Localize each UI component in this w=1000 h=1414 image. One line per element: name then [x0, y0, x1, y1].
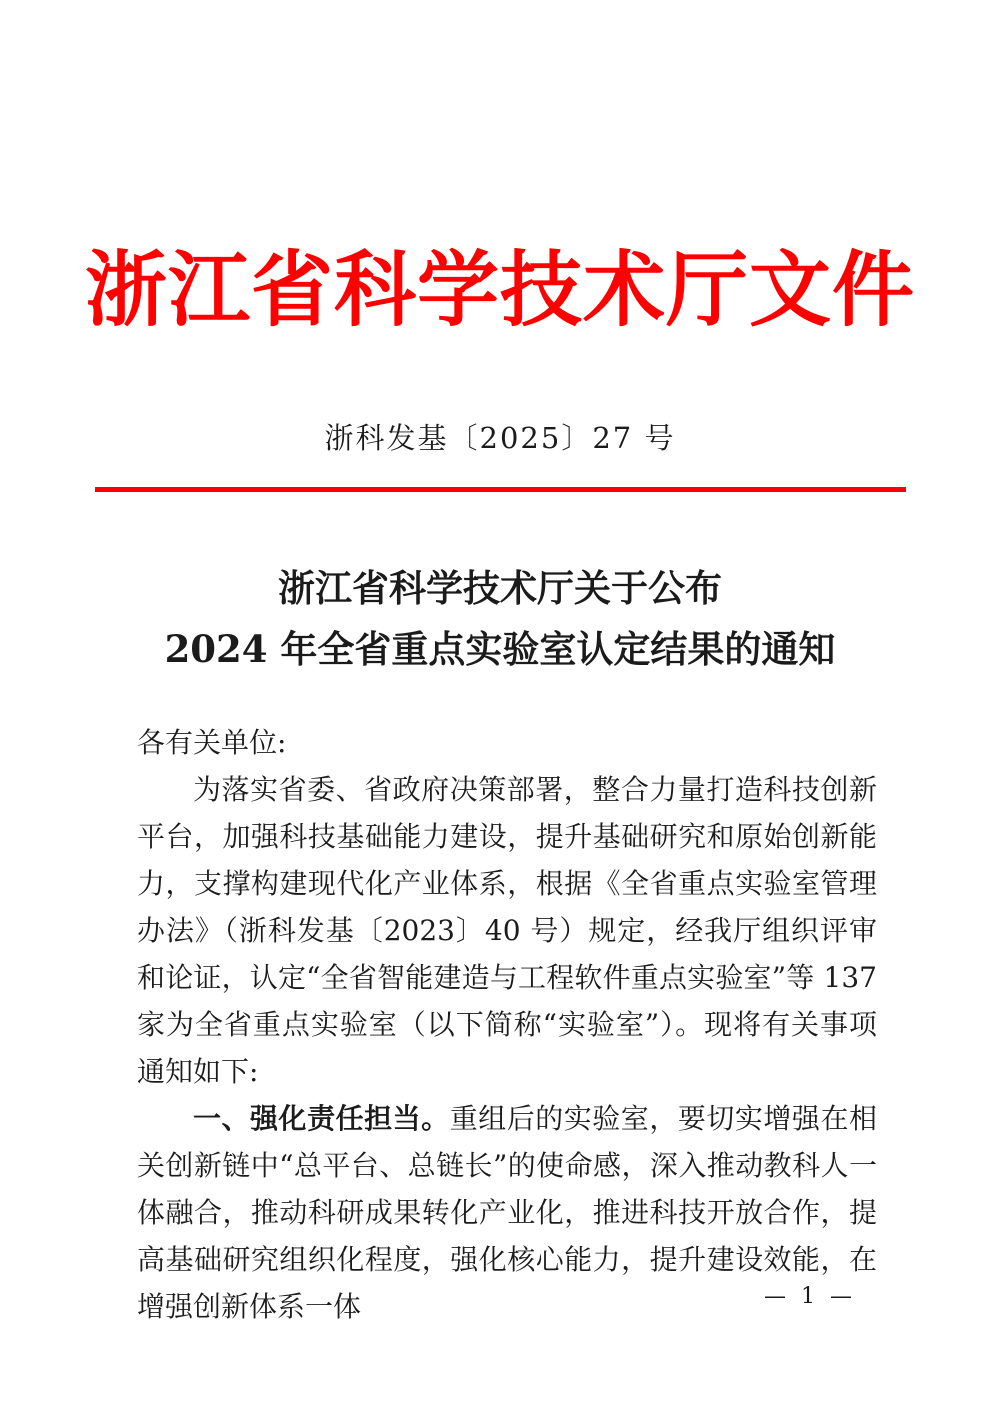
page-number: — 1 — — [764, 1284, 856, 1309]
notice-title — [0, 558, 1000, 680]
notice-title-line2: 2024 年全省重点实验室认定结果的通知 — [164, 627, 836, 671]
document-body — [137, 719, 877, 1330]
document-number: 浙科发基〔2025〕27 号 — [324, 421, 676, 455]
agency-header-title: 浙江省科学技术厅文件 — [84, 242, 915, 338]
salutation: 各有关单位: — [137, 726, 287, 759]
notice-title-line1: 浙江省科学技术厅关于公布 — [278, 566, 722, 610]
red-divider-rule — [95, 487, 906, 492]
paragraph-2-section-heading: 一、强化责任担当。 — [193, 1102, 450, 1135]
paragraph-2-text: 重组后的实验室，要切实增强在相关创新链中“总平台、总链长”的使命感，深入推动教科人一体融合，推动科研成果转化产业化，推进科技开放合作，提高基础研究组织化程度，强化核心能力，提升建设效能，在增强创新体系一体 — [137, 1102, 877, 1323]
body-paragraph-1: 为落实省委、省政府决策部署，整合力量打造科技创新平台，加强科技基础能力建设，提升基础研究和原始创新能力，支撑构建现代化产业体系，根据《全省重点实验室管理办法》（浙科发基〔2023〕40 号）规定，经我厅组织评审和论证，认定“全省智能建造与工程软件重点实验室”等 137 家为全省重点实验室（以下简称“实验室”）。现将有关事项通知如下: — [137, 773, 877, 1088]
